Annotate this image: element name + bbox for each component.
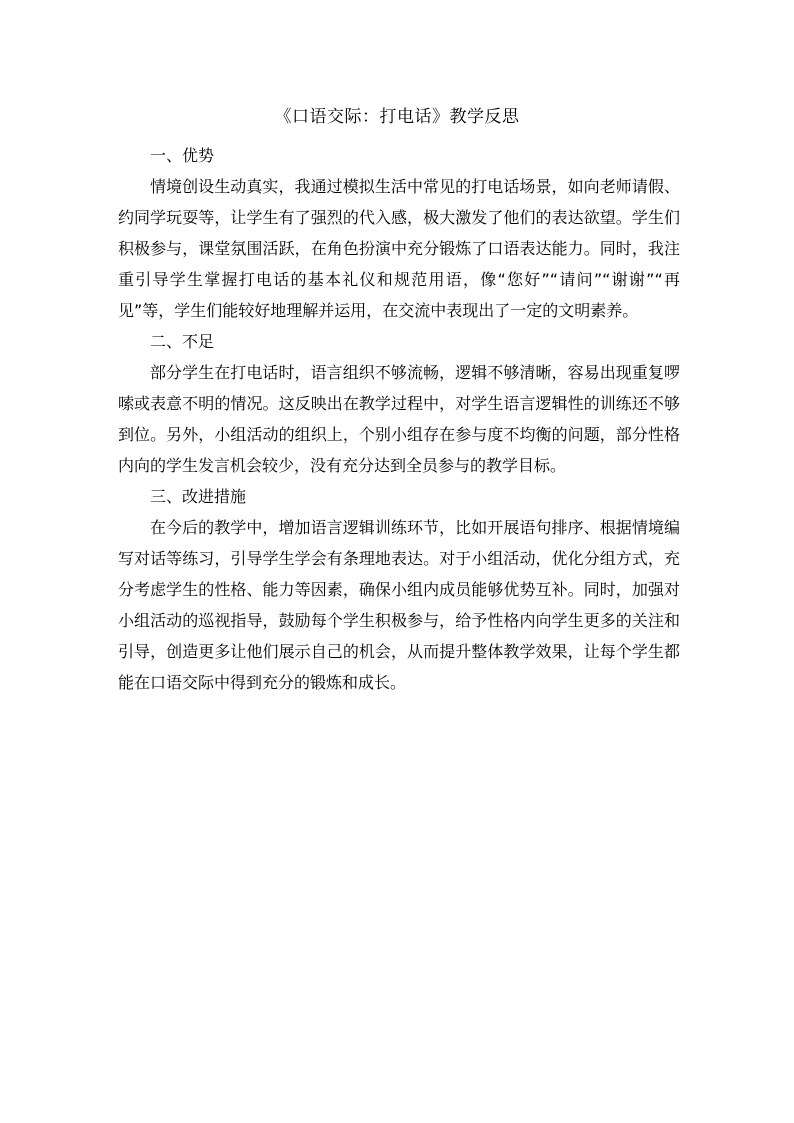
- document-title: 《口语交际：打电话》教学反思: [274, 107, 520, 127]
- section-paragraph-advantages: 情境创设生动真实，我通过模拟生活中常见的打电话场景，如向老师请假、约同学玩耍等，让学生有了强烈的代入感，极大激发了他们的表达欲望。学生们积极参与，课堂氛围活跃，在角色扮演中充分锻炼了口语表达能力。同时，我注重引导学生掌握打电话的基本礼仪和规范用语，像“您好”“请问”“谢谢”“再见”等，学生们能较好地理解并运用，在交流中表现出了一定的文明素养。: [118, 177, 680, 320]
- section-paragraph-improvements: 在今后的教学中，增加语言逻辑训练环节，比如开展语句排序、根据情境编写对话等练习，引导学生学会有条理地表达。对于小组活动，优化分组方式，充分考虑学生的性格、能力等因素，确保小组内成员能够优势互补。同时，加强对小组活动的巡视指导，鼓励每个学生积极参与，给予性格内向学生更多的关注和引导，创造更多让他们展示自己的机会，从而提升整体教学效果，让每个学生都能在口语交际中得到充分的锻炼和成长。: [118, 518, 680, 692]
- section-heading-advantages: 一、优势: [150, 146, 215, 165]
- section-paragraph-shortcomings: 部分学生在打电话时，语言组织不够流畅，逻辑不够清晰，容易出现重复啰嗦或表意不明的情况。这反映出在教学过程中，对学生语言逻辑性的训练还不够到位。另外，小组活动的组织上，个别小组存在参与度不均衡的问题，部分性格内向的学生发言机会较少，没有充分达到全员参与的教学目标。: [118, 363, 680, 475]
- section-heading-improvements: 三、改进措施: [150, 487, 247, 506]
- section-heading-shortcomings: 二、不足: [150, 332, 215, 351]
- document-body: [118, 140, 680, 698]
